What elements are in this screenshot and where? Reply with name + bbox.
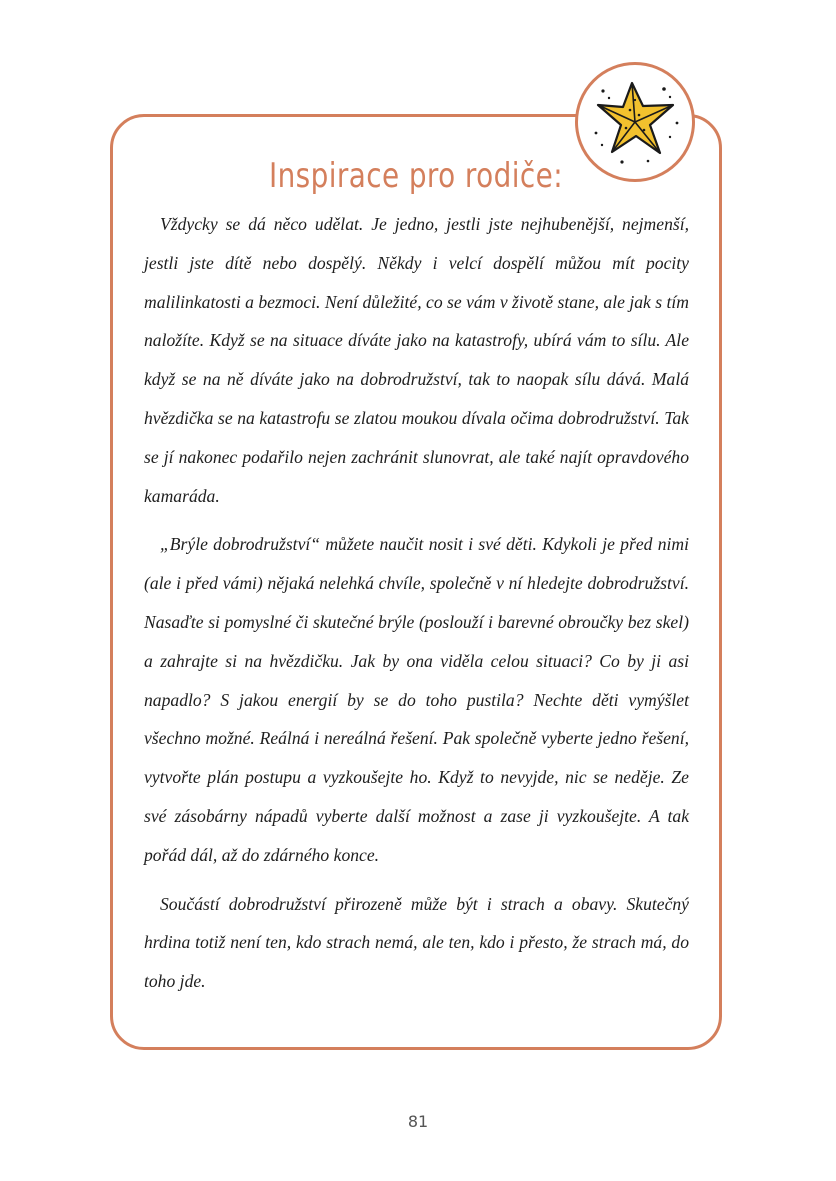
paragraph-1: Vždycky se dá něco udělat. Je jedno, jestli jste nejhubenější, nejmenší, jestli jste dítě nebo dospělý. Někdy i velcí dospělí můžou mít pocity malilinkatosti a bezmoci. Není důležité, co se vám v životě stane, ale jak s tím naložíte. Když se na situace díváte jako na katastrofy, ubírá vám to sílu. Ale když se na ně díváte jako na dobrodružství, tak to naopak sílu dává. Malá hvězdička se na katastrofu se zlatou moukou dívala očima dobrodružství. Tak se jí nakonec podařilo nejen zachránit slunovrat, ale také najít opravdového kamaráda.	[144, 214, 689, 506]
body-text	[144, 205, 689, 1011]
page-number: 81	[407, 1112, 429, 1131]
paragraph-3: Součástí dobrodružství přirozeně může být i strach a obavy. Skutečný hrdina totiž není ten, kdo strach nemá, ale ten, kdo i přesto, že strach má, do toho jde.	[144, 893, 689, 992]
page-title: Inspirace pro rodiče:	[268, 156, 564, 196]
paragraph-2: „Brýle dobrodružství“ můžete naučit nosit i své děti. Kdykoli je před nimi (ale i před vámi) nějaká nelehká chvíle, společně v ní hledejte dobrodružství. Nasaďte si pomyslné či skutečné brýle (poslouží i barevné obroučky bez skel) a zahrajte si na hvězdičku. Jak by ona viděla celou situaci? Co by ji asi napadlo? S jakou energií by se do toho pustila? Nechte děti vymýšlet všechno možné. Reálná i nereálná řešení. Pak společně vyberte jedno řešení, vytvořte plán postupu a vyzkoušejte ho. Když to nevyjde, nic se neděje. Ze své zásobárny nápadů vyberte další možnost a zase ji vyzkoušejte. A tak pořád dál, až do zdárného konce.	[144, 534, 689, 865]
